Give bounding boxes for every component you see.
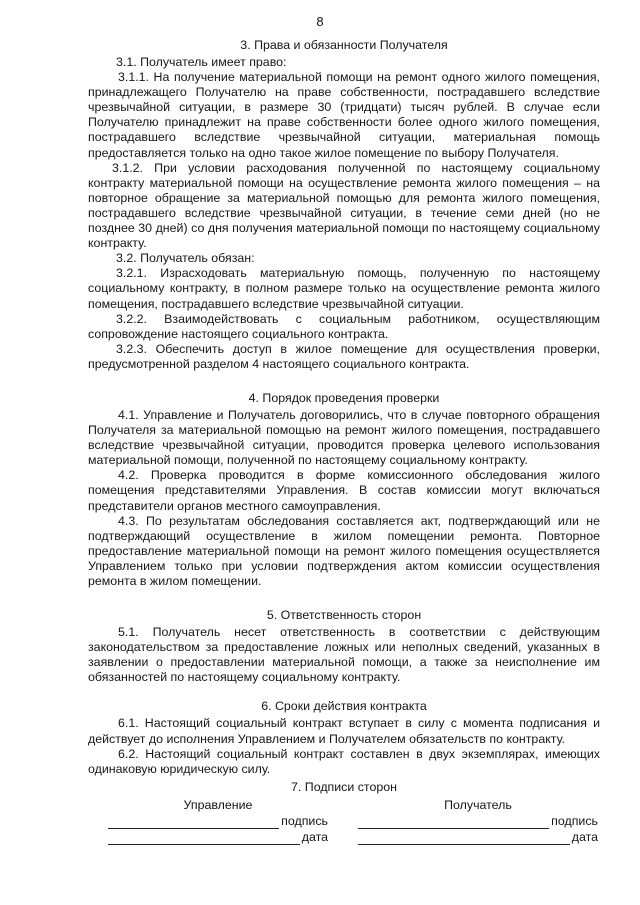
clause-3-2-3: 3.2.3. Обеспечить доступ в жилое помещение для осуществления проверки, предусмотренной разделом 4 настоящего социального контракта.: [88, 341, 600, 371]
date-caption: дата: [571, 829, 598, 844]
section-7-heading: 7. Подписи сторон: [291, 779, 397, 794]
clause-3-2-1: 3.2.1. Израсходовать материальную помощь, полученную по настоящему социальному контракту, в полном размере только на осуществление ремонта жилого помещения, пострадавшего вследствие чрезвычайной ситуации.: [88, 266, 600, 311]
management-date-line: [108, 830, 328, 845]
signature-column-management: [108, 797, 328, 845]
date-caption: дата: [301, 829, 328, 844]
clause-3-1: 3.1. Получатель имеет право:: [116, 55, 287, 69]
clause-4-1: 4.1. Управление и Получатель договорились, что в случае повторного обращения Получателя за материальной помощью на ремонт жилого помещения, пострадавшего вследствие чрезвычайной ситуации, проводится проверка целевого использования материальной помощи, полученной по настоящему социальному контракту.: [88, 407, 600, 468]
document-body: [88, 38, 600, 857]
signature-underline: [358, 817, 549, 829]
clause-4-3: 4.3. По результатам обследования составляется акт, подтверждающий или не подтверждающий осуществление в жилом помещении ремонта. Повторное предоставление материальной помощи на ремонт жилого помещения осуществляется Управлением только при условии подтверждения актом комиссии осуществления ремонта в жилом помещении.: [88, 513, 600, 588]
section-6-heading: 6. Сроки действия контракта: [261, 699, 427, 714]
management-signature-line: [108, 814, 328, 829]
clause-6-2: 6.2. Настоящий социальный контракт составлен в двух экземплярах, имеющих одинаковую юридическую силу.: [88, 746, 600, 776]
clause-3-2-2: 3.2.2. Взаимодействовать с социальным работником, осуществляющим сопровождение настоящего социального контракта.: [88, 311, 600, 341]
signature-column-recipient: [358, 797, 598, 845]
recipient-signature-line: [358, 814, 598, 829]
signature-caption: подпись: [281, 813, 328, 828]
section-5-heading: 5. Ответственность сторон: [266, 608, 422, 623]
clause-6-1: 6.1. Настоящий социальный контракт вступает в силу с момента подписания и действует до исполнения Управлением и Получателем обязательств по контракту.: [88, 716, 600, 746]
signature-block: [88, 797, 600, 857]
page-number: 8: [316, 14, 324, 29]
date-underline: [358, 833, 570, 845]
signature-caption: подпись: [551, 813, 598, 828]
signature-underline: [108, 817, 279, 829]
clause-3-1-2: 3.1.2. При условии расходования полученной по настоящему социальному контракту материальной помощи на осуществление ремонта жилого помещения – на повторное обращение за материальной помощью для ремонта жилого помещения, пострадавшего вследствие чрезвычайной ситуации, в течение семи дней (но не позднее 30 дней) со дня получения материальной помощи по настоящему социальному контракту.: [88, 160, 600, 251]
section-4-heading: 4. Порядок проведения проверки: [248, 390, 440, 405]
clause-3-2: 3.2. Получатель обязан:: [116, 251, 255, 266]
clause-4-2: 4.2. Проверка проводится в форме комиссионного обследования жилого помещения представителями Управления. В состав комиссии могут включаться представители органов местного самоуправления.: [88, 468, 600, 513]
party-management-label: Управление: [183, 797, 253, 812]
section-3-heading: 3. Права и обязанности Получателя: [240, 38, 448, 52]
date-underline: [108, 833, 300, 845]
party-recipient-label: Получатель: [444, 797, 512, 812]
clause-5-1: 5.1. Получатель несет ответственность в соответствии с действующим законодательством за предоставление ложных или неполных сведений, указанных в заявлении о предоставлении материальной помощи, а также за неисполнение им обязанностей по настоящему социальному контракту.: [88, 625, 600, 685]
recipient-date-line: [358, 830, 598, 845]
clause-3-1-1: 3.1.1. На получение материальной помощи на ремонт одного жилого помещения, принадлежащего Получателю на праве собственности, пострадавшего вследствие чрезвычайной ситуации, в размере 30 (тридцати) тысяч рублей. В случае если Получателю принадлежит на праве собственности более одного жилого помещения, пострадавшего вследствие чрезвычайной ситуации, материальная помощь предоставляется только на одно такое жилое помещение по выбору Получателя.: [88, 70, 600, 160]
